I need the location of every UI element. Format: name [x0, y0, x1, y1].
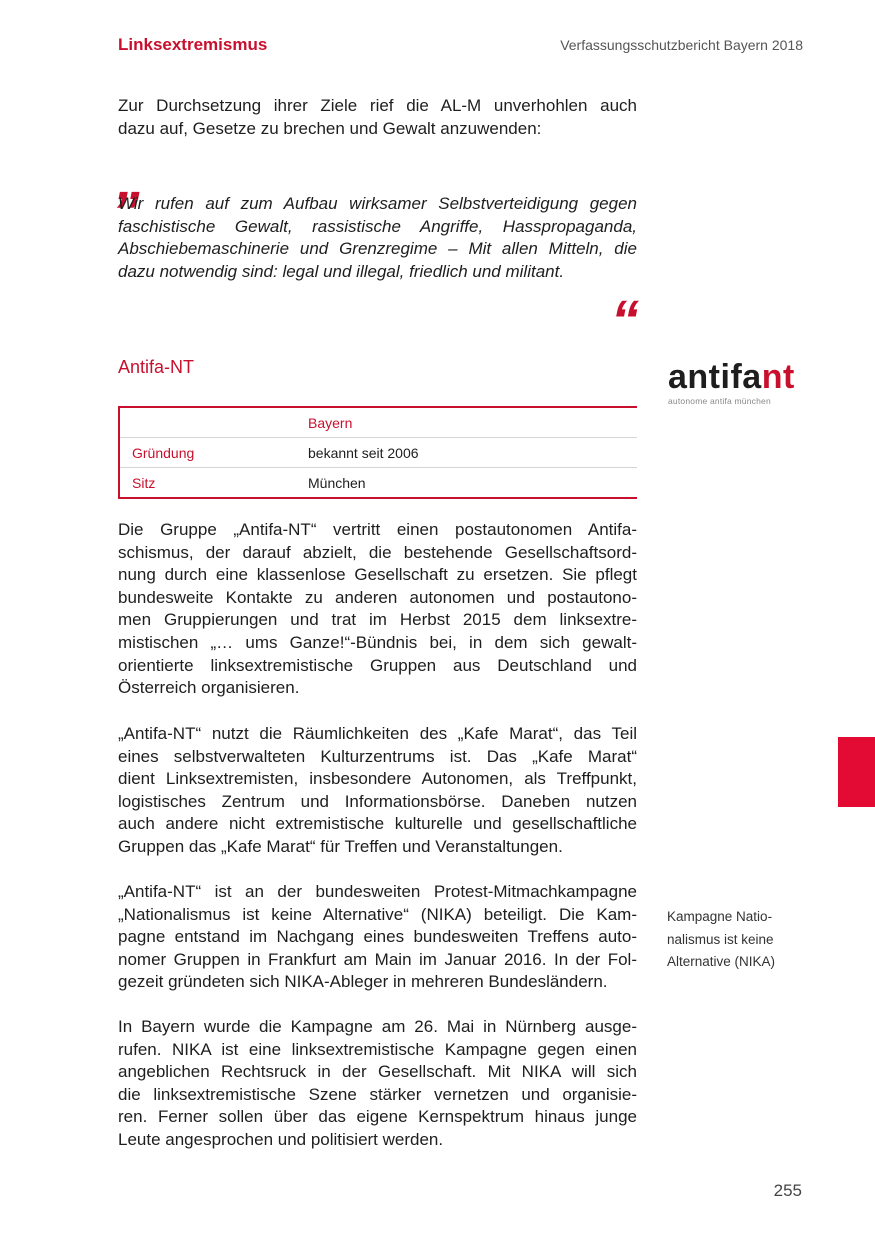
quote-line: dazu notwendig sind: legal und illegal, friedlich und militant.: [118, 261, 565, 281]
text-line: Die Gruppe „Antifa-NT“ vertritt einen postautonomen Antifa-: [118, 520, 637, 539]
text-line: dient Linksextremisten, insbesondere Autonomen, als Treffpunkt,: [118, 769, 637, 789]
text-line: gezeit gründeten sich NIKA-Ableger in mehreren Bundesländern.: [118, 972, 608, 992]
margin-note: [667, 906, 797, 974]
text-line: Österreich organisieren.: [118, 678, 300, 698]
body-paragraph-4: [118, 1016, 637, 1152]
text-line: pagne entstand im Nachgang eines bundesweiten Treffens auto-: [118, 927, 637, 947]
text-line: Leute angesprochen und politisiert werden.: [118, 1129, 444, 1149]
group-info-table: [118, 406, 637, 499]
logo-wordmark: [668, 360, 800, 394]
text-line: „Nationalismus ist keine Alternative“ (NIKA) beteiligt. Die Kam-: [118, 904, 637, 924]
text-line: auch andere nicht extremistische kulturelle und gesellschaftliche: [118, 814, 637, 834]
body-paragraph-2: [118, 723, 637, 859]
section-heading: Antifa-NT: [118, 357, 195, 377]
quote-line: Wir rufen auf zum Aufbau wirksamer Selbstverteidigung gegen: [118, 194, 637, 213]
text-line: die linksextremistische Szene stärker vernetzen und organisie-: [118, 1084, 637, 1104]
intro-paragraph: [118, 95, 637, 140]
open-quote-icon: „: [117, 148, 145, 211]
table-header-key: [119, 407, 296, 438]
margin-note-line: Alternative (NIKA): [667, 954, 776, 970]
table-value-gruendung: bekannt seit 2006: [296, 438, 637, 468]
text-line: schismus, der darauf abzielt, die bestehende Gesellschaftsord-: [118, 542, 637, 562]
quote-text: [118, 193, 637, 283]
table-row: [119, 438, 637, 468]
text-line: „Antifa-NT“ nutzt die Räumlichkeiten des „Kafe Marat“, das Teil: [118, 724, 637, 743]
table-key-sitz: Sitz: [119, 468, 296, 499]
text-line: rufen. NIKA ist eine linksextremistische Kampagne gegen einen: [118, 1039, 637, 1059]
antifa-nt-logo: [668, 360, 800, 406]
text-line: nomer Gruppen in Frankfurt am Main im Januar 2016. In der Fol-: [118, 949, 637, 969]
text-line: logistisches Zentrum und Informationsbörse. Daneben nutzen: [118, 791, 637, 811]
running-section-title: Linksextremismus: [118, 35, 268, 54]
text-line: orientierte linksextremistische Gruppen aus Deutschland und: [118, 655, 637, 675]
table-header-row: [119, 407, 637, 438]
margin-note-line: nalismus ist keine: [667, 931, 774, 947]
quote-line: Abschiebemaschinerie und Grenzregime – Mit allen Mitteln, die: [118, 239, 637, 259]
text-line: Gruppen das „Kafe Marat“ für Treffen und Veranstaltungen.: [118, 836, 563, 856]
text-line: angeblichen Rechtsruck in der Gesellschaft. Mit NIKA will sich: [118, 1062, 637, 1082]
running-publication-title: Verfassungsschutzbericht Bayern 2018: [560, 37, 803, 53]
text-line: eines selbstverwalteten Kulturzentrums ist. Das „Kafe Marat“: [118, 746, 637, 766]
text-line: nung durch eine klassenlose Gesellschaft zu ersetzen. Sie pflegt: [118, 565, 637, 585]
table-value-sitz: München: [296, 468, 637, 499]
text-line: ren. Ferner sollen über das eigene Kernspektrum hinaus junge: [118, 1107, 637, 1127]
body-paragraph-3: [118, 881, 637, 994]
logo-word-dark: antifa: [668, 358, 762, 396]
text-line: dazu auf, Gesetze zu brechen und Gewalt anzuwenden:: [118, 118, 542, 138]
text-line: Zur Durchsetzung ihrer Ziele rief die AL-M unverhohlen auch: [118, 96, 637, 115]
page-number: 255: [773, 1181, 802, 1200]
margin-note-line: Kampagne Natio-: [667, 909, 773, 924]
quote-line: faschistische Gewalt, rassistische Angriffe, Hasspropaganda,: [118, 216, 637, 236]
logo-word-red: nt: [761, 358, 795, 396]
close-quote-icon: “: [611, 288, 639, 351]
text-line: mistischen „… ums Ganze!“-Bündnis bei, in dem sich gewalt-: [118, 632, 637, 652]
text-line: men Gruppierungen und trat im Herbst 2015 dem linksextre-: [118, 610, 637, 630]
table-key-gruendung: Gründung: [119, 438, 296, 468]
text-line: „Antifa-NT“ ist an der bundesweiten Protest-Mitmachkampagne: [118, 882, 637, 901]
text-line: bundesweite Kontakte zu anderen autonomen und postautono-: [118, 587, 637, 607]
body-paragraph-1: [118, 519, 637, 700]
table-header-value: Bayern: [308, 414, 353, 431]
table-row: [119, 468, 637, 499]
logo-tagline: autonome antifa münchen: [668, 396, 771, 406]
chapter-tab-marker: [838, 737, 875, 807]
text-line: In Bayern wurde die Kampagne am 26. Mai in Nürnberg ausge-: [118, 1017, 637, 1036]
